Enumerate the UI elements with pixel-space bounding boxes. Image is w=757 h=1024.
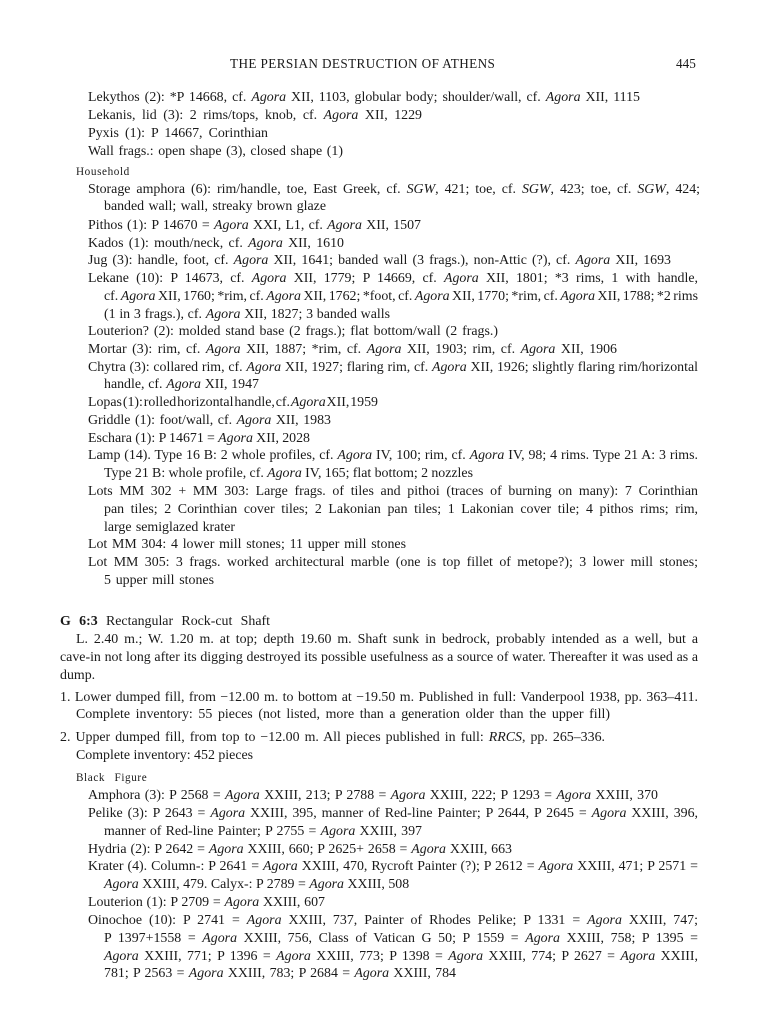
section-heading: Household [76, 166, 130, 178]
text-line: Mortar (3): rim, cf. Agora XII, 1887; *rim, cf. Agora XII, 1903; rim, cf. Agora XII, 1906 [88, 342, 617, 357]
text-line: Agora XXIII, 479. Calyx-: P 2789 = Agora XXIII, 508 [104, 877, 410, 892]
text-line: handle, cf. Agora XII, 1947 [104, 377, 259, 392]
text-line: Lekythos (2): *P 14668, cf. Agora XII, 1103, globular body; shoulder/wall, cf. Agora XII, 1115 [88, 90, 641, 105]
text-line: 2. Upper dumped fill, from top to −12.00 m. All pieces published in full: RRCS, pp. 265–336. [60, 730, 605, 745]
text-line: Lekane (10): P 14673, cf. Agora XII, 1779; P 14669, cf. Agora XII, 1801; *3 rims, 1 with handle, [88, 271, 699, 286]
text-line: Krater (4). Column-: P 2641 = Agora XXIII, 470, Rycroft Painter (?); P 2612 = Agora XXIII, 471; P 2571 = [88, 859, 698, 874]
text-line: 1. Lower dumped fill, from −12.00 m. to bottom at −19.50 m. Published in full: Vanderpool 1938, pp. 363–411. [60, 690, 698, 705]
text-line: Pyxis (1): P 14667, Corinthian [88, 126, 268, 141]
text-line: Lot MM 304: 4 lower mill stones; 11 upper mill stones [88, 537, 406, 552]
text-line: pan tiles; 2 Corinthian cover tiles; 2 Lakonian pan tiles; 1 Lakonian cover tile; 4 pithos rims; rim, [104, 502, 698, 517]
text-line: large semiglazed krater [104, 520, 235, 535]
text-line: cf. Agora XII, 1760; *rim, cf. Agora XII, 1762; *foot, cf. Agora XII, 1770; *rim, cf. Agora XII, 1788; *2 rims [104, 289, 698, 304]
page-number: 445 [676, 56, 696, 71]
text-line: Agora XXIII, 771; P 1396 = Agora XXIII, 773; P 1398 = Agora XXIII, 774; P 2627 = Agora XXIII, [104, 949, 698, 964]
text-line: cave-in not long after its digging destroyed its possible usefulness as a source of water. Thereafter it was used as a [60, 650, 698, 665]
text-line: banded wall; wall, streaky brown glaze [104, 199, 326, 214]
text-line: Hydria (2): P 2642 = Agora XXIII, 660; P 2625+ 2658 = Agora XXIII, 663 [88, 842, 512, 857]
text-line: Complete inventory: 452 pieces [76, 748, 254, 763]
text-line: Complete inventory: 55 pieces (not listed, more than a generation older than the upper fill) [76, 707, 610, 722]
text-line: Louterion? (2): molded stand base (2 frags.); flat bottom/wall (2 frags.) [88, 324, 498, 339]
running-title: THE PERSIAN DESTRUCTION OF ATHENS [230, 56, 496, 71]
text-line: Louterion (1): P 2709 = Agora XXIII, 607 [88, 895, 325, 910]
running-header [0, 56, 757, 74]
text-line: Eschara (1): P 14671 = Agora XII, 2028 [88, 431, 310, 446]
text-line: P 1397+1558 = Agora XXIII, 756, Class of Vatican G 50; P 1559 = Agora XXIII, 758; P 1395 = [104, 931, 698, 946]
text-line: Pithos (1): P 14670 = Agora XXI, L1, cf. Agora XII, 1507 [88, 218, 422, 233]
text-line: Wall frags.: open shape (3), closed shape (1) [88, 144, 343, 159]
text-line: Oinochoe (10): P 2741 = Agora XXIII, 737, Painter of Rhodes Pelike; P 1331 = Agora XXIII, 747; [88, 913, 698, 928]
text-line: Amphora (3): P 2568 = Agora XXIII, 213; P 2788 = Agora XXIII, 222; P 1293 = Agora XXIII, 370 [88, 788, 658, 803]
text-line: G 6:3 Rectangular Rock-cut Shaft [60, 614, 270, 629]
text-line: Jug (3): handle, foot, cf. Agora XII, 1641; banded wall (3 frags.), non-Attic (?), cf. Agora XII, 1693 [88, 253, 671, 268]
text-line: Lamp (14). Type 16 B: 2 whole profiles, cf. Agora IV, 100; rim, cf. Agora IV, 98; 4 rims. Type 21 A: 3 rims. [88, 448, 698, 463]
text-line: Kados (1): mouth/neck, cf. Agora XII, 1610 [88, 236, 344, 251]
section-heading: Black Figure [76, 772, 148, 784]
text-line: Lekanis, lid (3): 2 rims/tops, knob, cf. Agora XII, 1229 [88, 108, 423, 123]
text-line: L. 2.40 m.; W. 1.20 m. at top; depth 19.60 m. Shaft sunk in bedrock, probably intended as a well, but a [76, 632, 698, 647]
text-line: Griddle (1): foot/wall, cf. Agora XII, 1983 [88, 413, 331, 428]
text-line: Lot MM 305: 3 frags. worked architectural marble (one is top fillet of metope?); 3 lower mill stones; [88, 555, 698, 570]
text-line: 5 upper mill stones [104, 573, 214, 588]
text-line: (1 in 3 frags.), cf. Agora XII, 1827; 3 banded walls [104, 307, 390, 322]
text-line: Chytra (3): collared rim, cf. Agora XII, 1927; flaring rim, cf. Agora XII, 1926; slightly flaring rim/horizontal [88, 360, 698, 375]
text-line: Lots MM 302 + MM 303: Large frags. of tiles and pithoi (traces of burning on many): 7 Corinthian [88, 484, 698, 499]
text-line: Lopas (1): rolled horizontal handle, cf. Agora XII, 1959 [88, 395, 378, 410]
text-line: manner of Red-line Painter; P 2755 = Agora XXIII, 397 [104, 824, 422, 839]
text-line: Pelike (3): P 2643 = Agora XXIII, 395, manner of Red-line Painter; P 2644, P 2645 = Agora XXIII, 396, [88, 806, 698, 821]
text-line: 781; P 2563 = Agora XXIII, 783; P 2684 = Agora XXIII, 784 [104, 966, 456, 981]
text-line: Type 21 B: whole profile, cf. Agora IV, 165; flat bottom; 2 nozzles [104, 466, 473, 481]
text-line: Storage amphora (6): rim/handle, toe, East Greek, cf. SGW, 421; toe, cf. SGW, 423; toe, cf. SGW, 424; [88, 182, 701, 197]
text-line: dump. [60, 668, 96, 683]
